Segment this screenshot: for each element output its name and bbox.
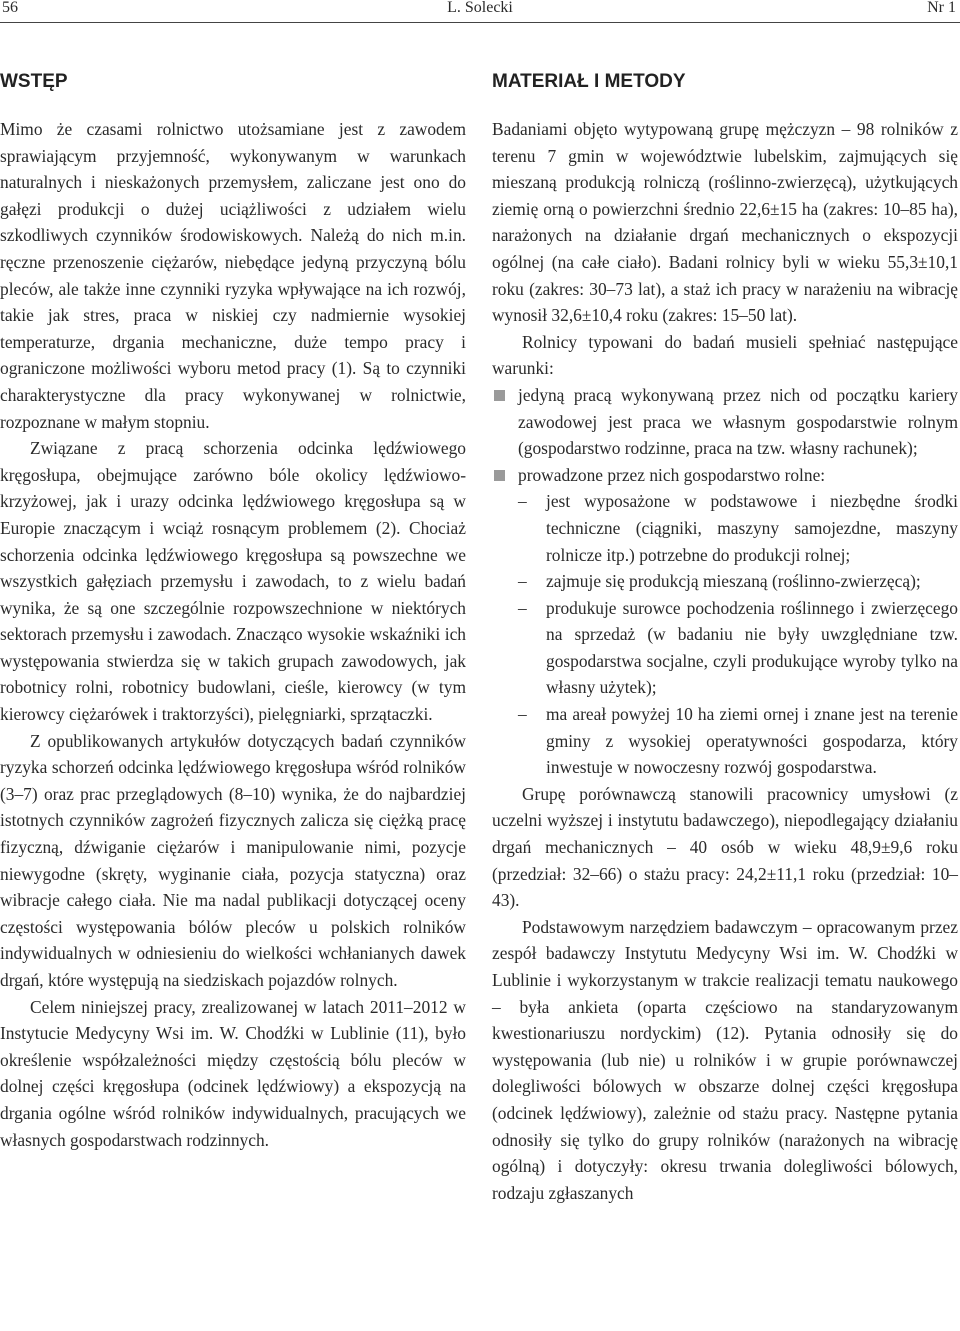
list-item-text: ma areał powyżej 10 ha ziemi ornej i znane jest na terenie gminy z wysokiej operatywności gospodarza, który inwestuje w nowoczesny rozwój gospodarstwa. <box>546 704 958 778</box>
intro-paragraph: Celem niniejszej pracy, zrealizowanej w latach 2011–2012 w Instytucie Medycyny Wsi im. W. Chodźki w Lublinie (11), było określenie współzależności między częstością bólu pleców w dolnej części kręgosłupa (odcinek lędźwiowy) a ekspozycją na drgania ogólne wśród rolników indywidualnych, pracujących we własnych gospodarstwach rodzinnych. <box>0 996 466 1150</box>
methods-paragraph: Badaniami objęto wytypowaną grupę mężczyzn – 98 rolników z terenu 7 gmin w województwie lubelskim, zajmujących się mieszaną produkcją rolniczą (roślinno-zwierzęcą), użytkujących ziemię orną o powierzchni średnio 22,6±15 ha (zakres: 10–85 ha), narażonych na działanie drgań mechanicznych o ekspozycji ogólnej (na całe ciało). Badani rolnicy byli w wieku 55,3±10,1 roku (zakres: 30–73 lat), a staż ich pracy w narażeniu na wibrację wynosił 32,6±10,4 roku (zakres: 15–50 lat). <box>492 119 958 326</box>
list-item-text: jest wyposażone w podstawowe i niezbędne środki techniczne (ciągniki, maszyny samojezdne, maszyny rolnicze itp.) potrzebne do produkcji rolnej; <box>546 491 958 565</box>
list-item <box>492 568 958 595</box>
running-header <box>0 0 960 22</box>
list-item-text: prowadzone przez nich gospodarstwo rolne: <box>518 464 826 485</box>
running-author: L. Solecki <box>447 0 513 16</box>
farm-conditions-list <box>492 488 958 781</box>
inclusion-conditions-list <box>492 382 958 488</box>
dash-bullet-icon: – <box>518 491 527 512</box>
page-number: 56 <box>2 0 18 16</box>
list-item <box>492 701 958 781</box>
intro-paragraph: Mimo że czasami rolnictwo utożsamiane jest z zawodem sprawiającym przyjemność, wykonywanym w warunkach naturalnych i nieskażonych przemysłem, zaliczane jest ono do gałęzi produkcji o dużej uciążliwości z udziałem wielu szkodliwych czynników środowiskowych. Należą do nich m.in. ręczne przenoszenie ciężarów, niebędące jedyną przyczyną bólu pleców, ale także inne czynniki ryzyka wpływające na ich rozwój, takie jak stres, praca w niskiej czy nadmiernie wysokiej temperaturze, drgania mechaniczne, duże tempo pracy i ograniczone możliwości wyboru metod pracy (1). Są to czynniki charakterystyczne dla pracy wykonywanej w rolnictwie, rozpoznane w małym stopniu. <box>0 119 466 432</box>
section-heading-methods: MATERIAŁ I METODY <box>492 71 686 92</box>
list-item-text: produkuje surowce pochodzenia roślinnego i zwierzęcego na sprzedaż (w badaniu nie były uwzględniane tzw. gospodarstwa socjalne, czyli produkujące wyroby tylko na własny użytek); <box>546 597 958 698</box>
list-item <box>492 595 958 701</box>
list-item <box>492 462 958 489</box>
square-bullet-icon <box>494 390 505 401</box>
list-item-text: zajmuje się produkcją mieszaną (roślinno-zwierzęcą); <box>546 571 921 592</box>
header-rule <box>0 22 960 23</box>
intro-paragraph: Z opublikowanych artykułów dotyczących badań czynników ryzyka schorzeń odcinka lędźwiowego kręgosłupa wśród rolników (3–7) oraz prac przeglądowych (8–10) wynika, że do najbardziej istotnych czynników zagrożeń fizycznych zalicza się ciężką pracę fizyczną, dźwiganie ciężarów i manipulowanie nimi, pozycje niewygodne (skręty, wyginanie ciała, pozycja statyczna) oraz wibracje całego ciała. Nie ma nadal publikacji dotyczącej oceny częstości występowania bólów pleców u polskich rolników indywidualnych w odniesieniu do wielkości wchłanianych dawek drgań, które występują na siedziskach pojazdów rolnych. <box>0 730 466 990</box>
methods-paragraph: Grupę porównawczą stanowili pracownicy umysłowi (z uczelni wyższej i instytutu badawczego), niepodlegający działaniu drgań mechanicznych – 40 osób w wieku 48,9±9,6 roku (przedział: 32–66) o stażu pracy: 24,2±11,1 roku (przedział: 10–43). <box>492 783 958 911</box>
dash-bullet-icon: – <box>518 571 527 592</box>
left-column <box>0 66 466 1153</box>
intro-paragraph: Związane z pracą schorzenia odcinka lędźwiowego kręgosłupa, obejmujące zarówno bóle okolicy lędźwiowo-krzyżowej, jak i urazy odcinka lędźwiowego kręgosłupa są w Europie znaczącym i wciąż rosnącym problemem (2). Chociaż schorzenia odcinka lędźwiowego kręgosłupa są powszechne we wszystkich gałęziach przemysłu i zawodach, to z wielu badań wynika, że są one szczególnie rozpowszechnione w niektórych sektorach przemysłu i zawodach. Znacząco wysokie wskaźniki ich występowania stwierdza się w takich grupach zawodowych, jak robotnicy rolni, robotnicy budowlani, cieśle, kierowcy (w tym kierowcy ciężarówek i traktorzyści), pielęgniarki, sprzątaczki. <box>0 438 466 725</box>
right-column <box>492 66 958 1206</box>
methods-paragraph: Podstawowym narzędziem badawczym – opracowanym przez zespół badawczy Instytutu Medycyny Wsi im. W. Chodźki w Lublinie i wykorzystanym w trakcie realizacji tematu naukowego – była ankieta (oparta częściowo na standaryzowanym kwestionariuszu nordyckim) (12). Pytania odnosiły się do występowania (lub nie) u rolników i w grupie porównawczej dolegliwości bólowych w obszarze dolnej części kręgosłupa (odcinek lędźwiowy), zależnie od stażu pracy. Następne pytania odnosiły się tylko do grupy rolników (narażonych na wibrację ogólną) i dotyczyły: okresu trwania dolegliwości bólowych, rodzaju zgłaszanych <box>492 916 958 1203</box>
issue-number: Nr 1 <box>927 0 956 16</box>
list-item <box>492 382 958 462</box>
list-item <box>492 488 958 568</box>
square-bullet-icon <box>494 470 505 481</box>
list-item-text: jedyną pracą wykonywaną przez nich od początku kariery zawodowej jest praca we własnym gospodarstwie rolnym (gospodarstwo rodzinne, praca na tzw. własny rachunek); <box>518 384 958 459</box>
section-heading-introduction: WSTĘP <box>0 71 68 92</box>
methods-paragraph: Rolnicy typowani do badań musieli spełniać następujące warunki: <box>492 331 958 379</box>
dash-bullet-icon: – <box>518 597 527 618</box>
dash-bullet-icon: – <box>518 704 527 725</box>
